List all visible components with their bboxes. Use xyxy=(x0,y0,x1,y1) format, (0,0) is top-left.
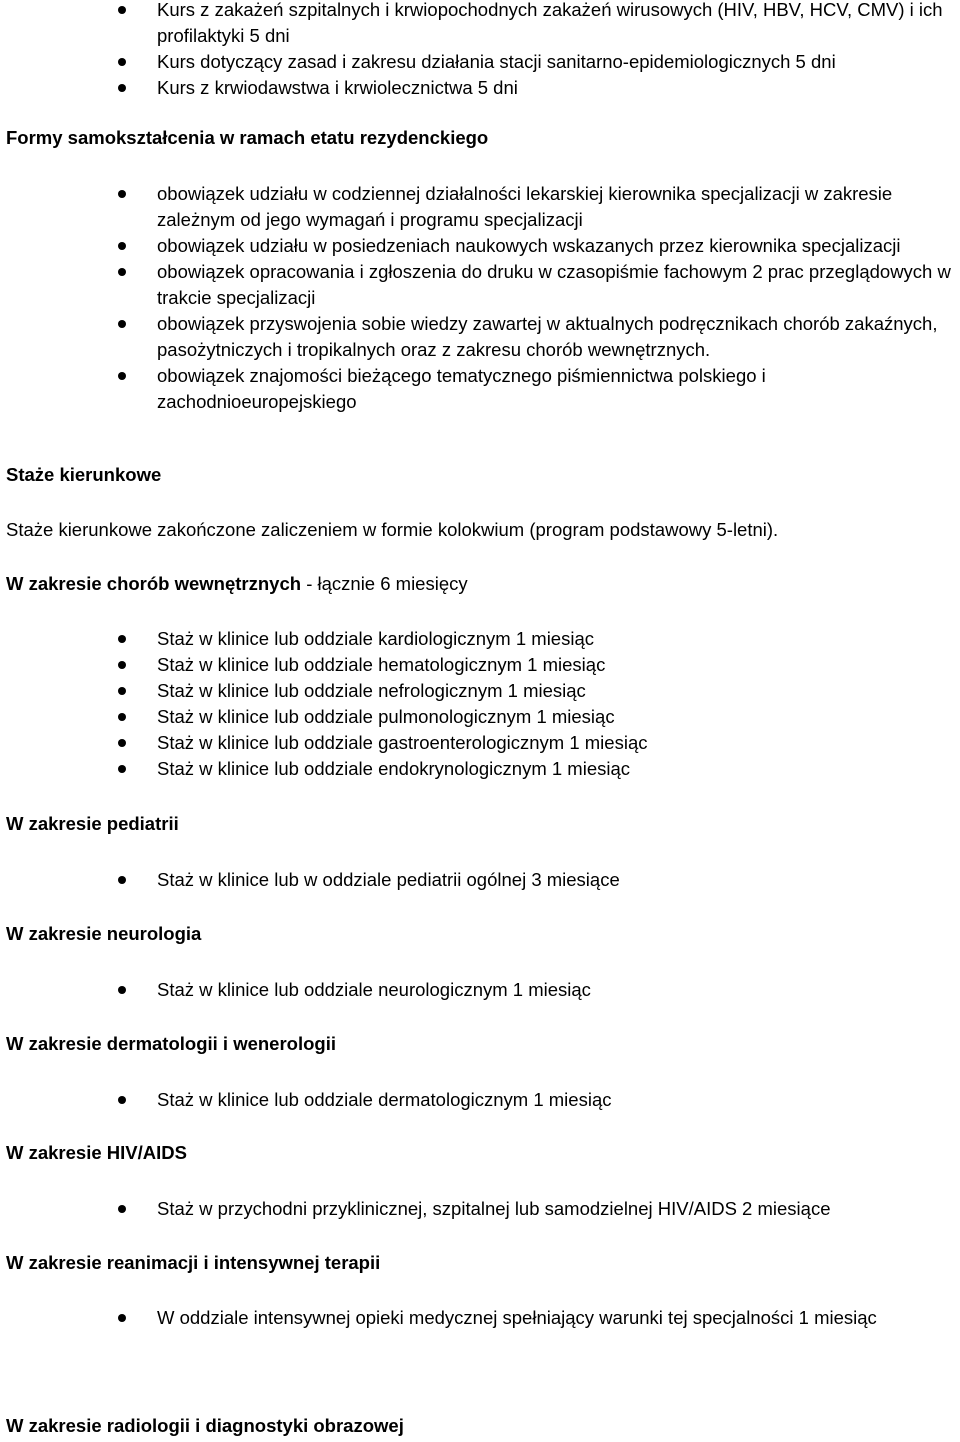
list-item: Staż w klinice lub oddziale nefrologicznym 1 miesiąc xyxy=(0,678,960,704)
icu-list xyxy=(0,1305,960,1331)
list-item: W oddziale intensywnej opieki medycznej spełniający warunki tej specjalności 1 miesiąc xyxy=(0,1305,960,1331)
list-item: obowiązek przyswojenia sobie wiedzy zawartej w aktualnych podręcznikach chorób zakaźnych, pasożytniczych i tropikalnych oraz z zakresu chorób wewnętrznych. xyxy=(0,311,960,363)
list-item: obowiązek znajomości bieżącego tematycznego piśmiennictwa polskiego i zachodnioeuropejskiego xyxy=(0,363,960,415)
icu-heading: W zakresie reanimacji i intensywnej terapii xyxy=(6,1252,381,1273)
list-item: Kurs dotyczący zasad i zakresu działania stacji sanitarno-epidemiologicznych 5 dni xyxy=(0,49,960,75)
internships-intro: Staże kierunkowe zakończone zaliczeniem w formie kolokwium (program podstawowy 5-letni). xyxy=(6,519,779,540)
pediatrics-heading: W zakresie pediatrii xyxy=(6,813,179,834)
list-item: Staż w klinice lub w oddziale pediatrii ogólnej 3 miesiące xyxy=(0,867,960,893)
dermatology-heading: W zakresie dermatologii i wenerologii xyxy=(6,1033,336,1054)
list-item: obowiązek udziału w posiedzeniach naukowych wskazanych przez kierownika specjalizacji xyxy=(0,233,960,259)
list-item: Staż w klinice lub oddziale pulmonologicznym 1 miesiąc xyxy=(0,704,960,730)
neurology-heading: W zakresie neurologia xyxy=(6,923,202,944)
self-education-list xyxy=(0,181,960,415)
list-item: obowiązek opracowania i zgłoszenia do druku w czasopiśmie fachowym 2 prac przeglądowych w trakcie specjalizacji xyxy=(0,259,960,311)
hiv-aids-heading: W zakresie HIV/AIDS xyxy=(6,1142,187,1163)
list-item: Staż w klinice lub oddziale endokrynologicznym 1 miesiąc xyxy=(0,756,960,782)
internships-heading: Staże kierunkowe xyxy=(6,464,162,485)
list-item: obowiązek udziału w codziennej działalności lekarskiej kierownika specjalizacji w zakresie zależnym od jego wymagań i programu specjalizacji xyxy=(0,181,960,233)
dermatology-list xyxy=(0,1087,960,1113)
list-item: Staż w klinice lub oddziale gastroenterologicznym 1 miesiąc xyxy=(0,730,960,756)
list-item: Kurs z zakażeń szpitalnych i krwiopochodnych zakażeń wirusowych (HIV, HBV, HCV, CMV) i ich profilaktyki 5 dni xyxy=(0,0,960,49)
internal-medicine-duration: - łącznie 6 miesięcy xyxy=(301,573,468,594)
list-item: Kurs z krwiodawstwa i krwiolecznictwa 5 dni xyxy=(0,75,960,101)
hiv-aids-list xyxy=(0,1196,960,1222)
internal-medicine-heading xyxy=(6,571,468,597)
neurology-list xyxy=(0,977,960,1003)
list-item: Staż w klinice lub oddziale kardiologicznym 1 miesiąc xyxy=(0,626,960,652)
internal-medicine-list xyxy=(0,626,960,782)
list-item: Staż w przychodni przyklinicznej, szpitalnej lub samodzielnej HIV/AIDS 2 miesiące xyxy=(0,1196,960,1222)
internal-medicine-title: W zakresie chorób wewnętrznych xyxy=(6,573,302,594)
list-item: Staż w klinice lub oddziale hematologicznym 1 miesiąc xyxy=(0,652,960,678)
pediatrics-list xyxy=(0,867,960,893)
courses-list xyxy=(0,0,960,101)
self-education-heading: Formy samokształcenia w ramach etatu rezydenckiego xyxy=(6,127,489,148)
list-item: Staż w klinice lub oddziale dermatologicznym 1 miesiąc xyxy=(0,1087,960,1113)
radiology-heading: W zakresie radiologii i diagnostyki obrazowej xyxy=(6,1415,404,1436)
list-item: Staż w klinice lub oddziale neurologicznym 1 miesiąc xyxy=(0,977,960,1003)
